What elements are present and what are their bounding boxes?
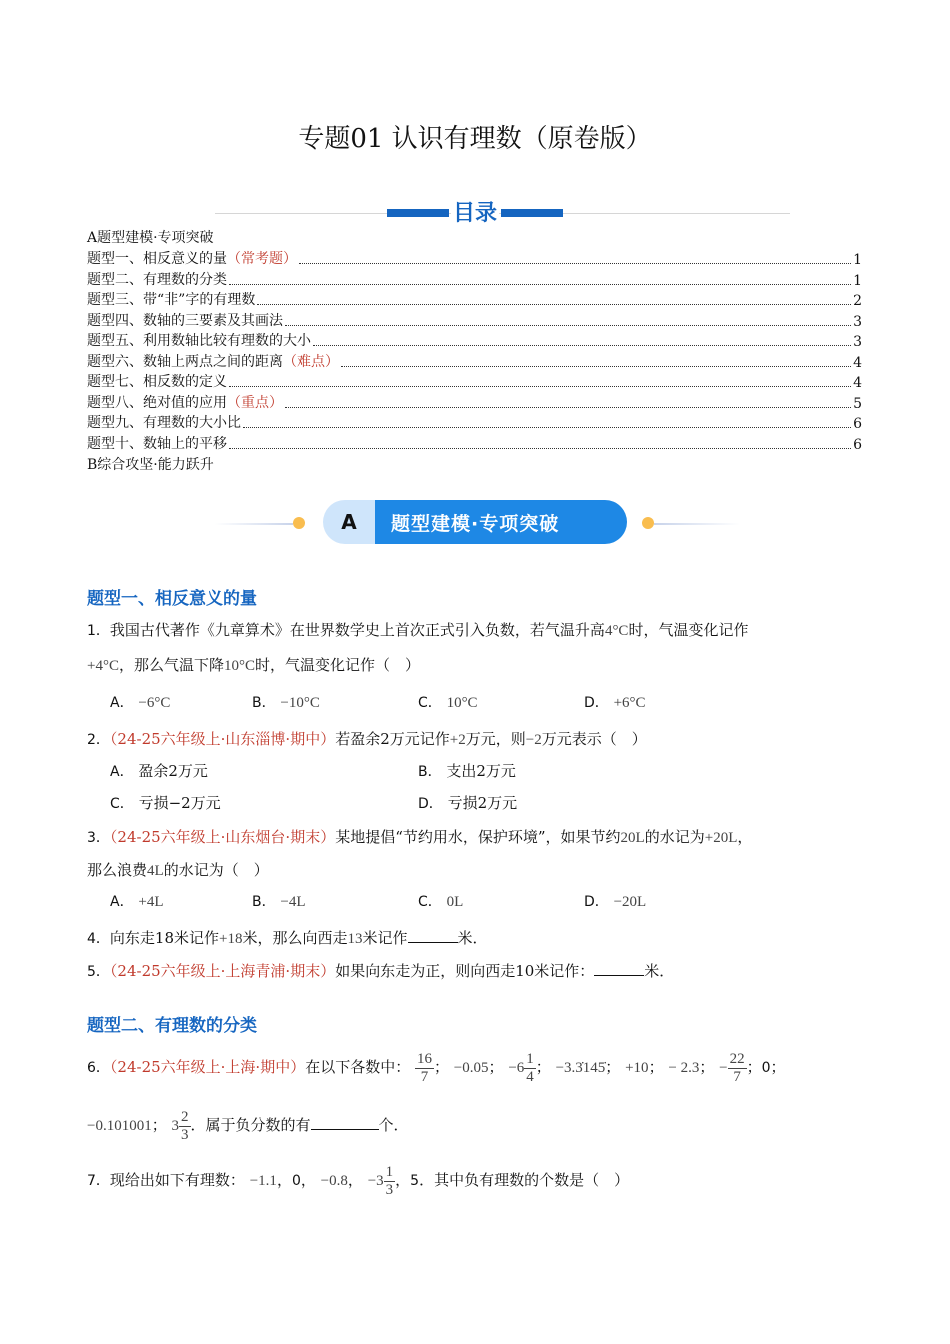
- math: −2: [525, 732, 542, 748]
- separator: ；: [535, 1058, 551, 1076]
- option-value: 亏损2万元: [447, 794, 518, 812]
- toc-heading: [215, 198, 790, 228]
- math: −1.1: [249, 1173, 277, 1189]
- separator: ，: [395, 1171, 411, 1189]
- question-7: [87, 1158, 629, 1203]
- separator: ；: [746, 1058, 762, 1076]
- option-value: +6°C: [613, 695, 646, 711]
- question-number: 4．: [87, 931, 110, 947]
- decor-dot: [642, 517, 654, 529]
- q-text: 时，气温变化记作（ ）: [255, 656, 421, 674]
- question-number: 5．: [87, 964, 110, 980]
- separator: ；: [770, 1058, 786, 1076]
- section-heading: 题型一、相反意义的量: [87, 589, 257, 609]
- decor-bar: [501, 209, 563, 217]
- option-d[interactable]: [418, 792, 517, 813]
- toc-label: 题型九、有理数的大小比: [87, 415, 241, 431]
- q-text: 个．: [378, 1116, 409, 1134]
- numerator: 16: [417, 1050, 432, 1067]
- option-b[interactable]: [252, 891, 306, 911]
- math: −: [719, 1060, 728, 1076]
- toc-item[interactable]: [87, 351, 862, 371]
- decor-dot: [293, 517, 305, 529]
- question-number: 2．: [87, 732, 110, 748]
- question-source: （24-25六年级上·山东烟台·期末）: [109, 828, 336, 846]
- q-text: 现给出如下有理数：: [109, 1171, 245, 1189]
- toc-item[interactable]: [87, 330, 862, 350]
- toc-leader: [229, 448, 851, 449]
- option-value: −10°C: [280, 695, 320, 711]
- toc-label: 题型三、带“非”字的有理数: [87, 292, 256, 308]
- toc-leader: [243, 427, 851, 428]
- question-number: 6．: [87, 1060, 110, 1076]
- banner-letter: A: [323, 500, 375, 544]
- q-text: 向东走18米记作: [109, 929, 220, 947]
- fraction: [524, 1051, 536, 1086]
- math: −0.8: [320, 1173, 348, 1189]
- question-1: [87, 619, 748, 640]
- denominator: 3: [385, 1181, 394, 1198]
- math: − 2.3: [668, 1060, 700, 1076]
- option-value: 亏损−2万元: [138, 794, 221, 812]
- answer-blank[interactable]: [311, 1115, 379, 1130]
- toc-section-b[interactable]: [87, 454, 862, 474]
- toc-page: 3: [853, 334, 862, 350]
- math: +18: [219, 931, 243, 947]
- toc-item[interactable]: [87, 310, 862, 330]
- option-a[interactable]: [110, 760, 208, 781]
- math: +20L: [704, 830, 738, 846]
- toc-item[interactable]: [87, 392, 862, 412]
- separator: ；: [488, 1058, 504, 1076]
- q-text: 米．: [457, 929, 488, 947]
- math: +2: [449, 732, 466, 748]
- q-text: 某地提倡“节约用水，保护环境”，如果节约: [335, 828, 621, 846]
- answer-blank[interactable]: [408, 928, 458, 943]
- question-1-cont: [87, 654, 420, 675]
- toc-label: 题型二、有理数的分类: [87, 271, 227, 288]
- fraction: [179, 1109, 191, 1144]
- toc-page: 2: [853, 293, 862, 309]
- denominator: 3: [181, 1126, 189, 1143]
- math: −0.05: [453, 1060, 489, 1076]
- toc-leader: [285, 407, 851, 408]
- q-text: 米，那么向西走: [242, 929, 348, 947]
- separator: ，: [347, 1171, 363, 1189]
- toc-leader: [285, 325, 851, 326]
- math: −3: [367, 1173, 384, 1189]
- denominator: 4: [526, 1068, 534, 1085]
- toc-leader: [257, 304, 851, 305]
- toc-item[interactable]: [87, 433, 862, 453]
- q-text: ．属于负分数的有: [190, 1116, 311, 1134]
- toc-tag: （常考题）: [227, 251, 297, 267]
- option-label: D．: [418, 796, 443, 812]
- numerator: 2: [181, 1108, 189, 1125]
- toc-label: A题型建模·专项突破: [87, 230, 214, 246]
- question-6: [87, 1045, 786, 1090]
- option-value: +4L: [138, 894, 164, 910]
- answer-blank[interactable]: [594, 961, 644, 976]
- toc-label: 题型八、绝对值的应用: [87, 394, 227, 411]
- math: +10: [625, 1060, 649, 1076]
- toc-page: 3: [853, 313, 862, 330]
- separator: ；: [605, 1058, 621, 1076]
- separator: ；: [151, 1116, 167, 1134]
- toc-page: 5: [853, 395, 862, 412]
- numerator: 1: [385, 1163, 394, 1180]
- math: 20L: [620, 830, 645, 846]
- math: +4°C: [87, 658, 119, 674]
- question-source: （24-25六年级上·山东淄博·期中）: [109, 730, 336, 748]
- option-a[interactable]: [110, 692, 170, 712]
- math: 0: [291, 1173, 301, 1189]
- option-d[interactable]: [584, 891, 646, 911]
- q-text: 万元表示（ ）: [541, 730, 647, 748]
- decor-line: [215, 523, 293, 525]
- question-source: （24-25六年级上·上海青浦·期末）: [109, 962, 336, 980]
- q-text: 我国古代著作《九章算术》在世界数学史上首次正式引入负数，若气温升高: [109, 621, 605, 639]
- option-label: A．: [110, 764, 134, 780]
- math: 10°C: [223, 658, 255, 674]
- toc-label: 题型四、数轴的三要素及其画法: [87, 312, 283, 329]
- question-5: [87, 960, 674, 981]
- question-4: [87, 927, 488, 948]
- option-value: −4L: [280, 894, 306, 910]
- q-text: 如果向东走为正，则向西走10米记作：: [335, 962, 595, 980]
- toc-label: 题型五、利用数轴比较有理数的大小: [87, 333, 311, 349]
- option-label: B．: [418, 764, 442, 780]
- math: −6: [508, 1060, 525, 1076]
- math: −0.101001: [87, 1118, 152, 1134]
- option-value: −20L: [613, 894, 647, 910]
- option-label: D．: [584, 894, 609, 910]
- denominator: 7: [420, 1068, 429, 1085]
- math: 5: [410, 1173, 420, 1189]
- question-6-cont: [87, 1103, 409, 1148]
- option-label: B．: [252, 695, 276, 711]
- option-label: C．: [418, 695, 442, 711]
- section-banner: [215, 500, 740, 546]
- page-title: 专题01 认识有理数（原卷版）: [298, 124, 652, 154]
- q-text: ，: [737, 828, 753, 846]
- toc-item[interactable]: [87, 371, 862, 391]
- toc-page: 4: [853, 354, 862, 371]
- toc-leader: [341, 366, 851, 367]
- math: 4L: [147, 863, 164, 879]
- fraction: [384, 1164, 396, 1199]
- separator: ；: [648, 1058, 664, 1076]
- q-text: ，那么气温下降: [118, 656, 224, 674]
- toc-item[interactable]: [87, 248, 862, 268]
- toc-leader: [229, 284, 851, 285]
- toc-label: B综合攻坚·能力跃升: [87, 457, 214, 473]
- math: 0: [761, 1060, 771, 1076]
- q-text: 时，气温变化记作: [628, 621, 749, 639]
- question-3-cont: [87, 859, 269, 880]
- section-heading: 题型二、有理数的分类: [87, 1016, 257, 1036]
- option-label: C．: [418, 894, 442, 910]
- decor-line: [654, 523, 740, 525]
- option-label: A．: [110, 894, 134, 910]
- option-value: 支出2万元: [446, 762, 516, 780]
- option-value: 10°C: [446, 695, 478, 711]
- math: 13: [347, 931, 363, 947]
- q-text: 万元，则: [465, 730, 526, 748]
- q-text: 的水记为（ ）: [163, 861, 269, 879]
- q-text: ．其中负有理数的个数是（ ）: [419, 1171, 630, 1189]
- toc-label: 题型十、数轴上的平移: [87, 435, 227, 452]
- toc-item[interactable]: [87, 289, 862, 309]
- toc-section-a[interactable]: [87, 227, 862, 247]
- banner-text: 题型建模·专项突破: [375, 500, 627, 544]
- option-value: −6°C: [138, 695, 171, 711]
- toc-leader: [299, 263, 851, 264]
- toc-page: 6: [853, 436, 862, 453]
- banner-pill: [323, 500, 627, 544]
- question-number: 1．: [87, 623, 110, 639]
- toc-leader: [313, 345, 851, 346]
- math: 3: [171, 1118, 180, 1134]
- question-number: 7．: [87, 1173, 110, 1189]
- denominator: 7: [733, 1068, 741, 1085]
- fraction: [415, 1051, 434, 1086]
- toc-page: 1: [853, 252, 862, 268]
- option-d[interactable]: [584, 692, 646, 712]
- option-label: A．: [110, 695, 134, 711]
- toc-label: 题型六、数轴上两点之间的距离: [87, 353, 283, 370]
- option-value: 0L: [446, 894, 464, 910]
- option-c[interactable]: [110, 792, 221, 813]
- math: −3.3̇145̇: [555, 1060, 606, 1076]
- numerator: 22: [729, 1050, 745, 1067]
- toc-label: 题型七、相反数的定义: [87, 374, 227, 390]
- separator: ；: [699, 1058, 715, 1076]
- q-text: 米．: [644, 962, 675, 980]
- question-source: （24-25六年级上·上海·期中）: [109, 1058, 306, 1076]
- decor-bar: [387, 209, 449, 217]
- toc-label: 题型一、相反意义的量: [87, 251, 227, 267]
- separator: ，: [300, 1171, 316, 1189]
- toc-leader: [229, 386, 851, 387]
- toc-item[interactable]: [87, 269, 862, 289]
- toc-page: 4: [853, 375, 862, 391]
- toc-heading-text: 目录: [451, 196, 499, 227]
- option-value: 盈余2万元: [138, 762, 208, 780]
- option-c[interactable]: [418, 891, 463, 911]
- toc-page: 1: [853, 272, 862, 289]
- q-text: 那么浪费: [87, 861, 148, 879]
- toc-tag: （重点）: [227, 394, 283, 411]
- separator: ，: [276, 1171, 292, 1189]
- q-text: 在以下各数中：: [305, 1058, 411, 1076]
- option-c[interactable]: [418, 692, 478, 712]
- math: 4°C: [604, 623, 629, 639]
- toc-item[interactable]: [87, 412, 862, 432]
- option-label: B．: [252, 894, 276, 910]
- option-b[interactable]: [418, 760, 516, 781]
- question-2: [87, 728, 647, 749]
- separator: ；: [434, 1058, 450, 1076]
- q-text: 米记作: [362, 929, 408, 947]
- q-text: 若盈余2万元记作: [335, 730, 450, 748]
- fraction: [728, 1051, 747, 1086]
- option-b[interactable]: [252, 692, 320, 712]
- option-label: C．: [110, 796, 134, 812]
- q-text: 的水记为: [644, 828, 705, 846]
- question-3: [87, 826, 752, 847]
- toc-tag: （难点）: [283, 353, 339, 370]
- question-number: 3．: [87, 830, 110, 846]
- numerator: 1: [526, 1050, 534, 1067]
- toc-page: 6: [853, 416, 862, 432]
- option-a[interactable]: [110, 891, 163, 911]
- option-label: D．: [584, 695, 609, 711]
